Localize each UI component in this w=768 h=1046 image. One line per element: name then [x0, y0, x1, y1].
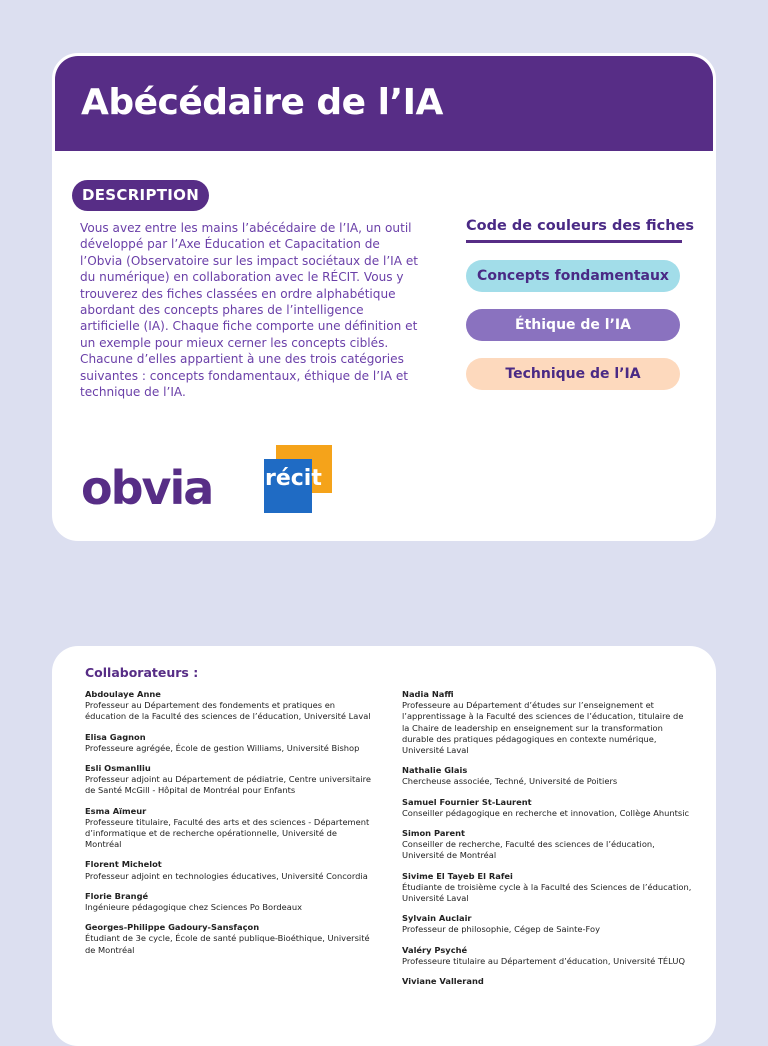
recit-logo [264, 445, 332, 513]
collaborator-role: Étudiante de troisième cycle à la Faculté des Sciences de l’éducation, Université Laval [402, 881, 692, 904]
collaborator-item [402, 976, 692, 987]
collaborator-role: Conseiller pédagogique en recherche et innovation, Collège Ahuntsic [402, 807, 690, 818]
collaborator-name: Esma Aïmeur [85, 805, 147, 816]
collaborators-title: Collaborateurs : [85, 665, 199, 680]
collaborator-item [402, 828, 692, 862]
header [55, 56, 713, 151]
collaborators-left-column [85, 689, 375, 965]
collaborator-item [402, 797, 692, 819]
collaborator-item [402, 689, 692, 756]
page-title: Abécédaire de l’IA [81, 82, 443, 123]
collaborator-role: Professeure titulaire, Faculté des arts et des sciences - Département d’informatique et de recherche opérationnelle, Université de Montréal [85, 816, 370, 850]
collaborator-item [85, 859, 375, 881]
collaborator-name: Samuel Fournier St-Laurent [402, 796, 532, 807]
collaborator-name: Abdoulaye Anne [85, 689, 161, 699]
collaborator-name: Viviane Vallerand [402, 976, 484, 987]
description-badge: DESCRIPTION [72, 180, 209, 211]
collaborator-item [85, 891, 375, 913]
legend-technique: Technique de l’IA [466, 358, 680, 390]
obvia-logo: obvia [81, 461, 213, 515]
collaborator-name: Sivime El Tayeb El Rafei [402, 870, 513, 881]
collaborator-role: Étudiant de 3e cycle, École de santé publique-Bioéthique, Université de Montréal [85, 933, 370, 955]
collaborator-item [85, 922, 375, 956]
collaborator-name: Georges-Philippe Gadoury-Sansfaçon [85, 922, 260, 933]
collaborator-item [85, 763, 375, 797]
collaborator-name: Nathalie Glais [402, 765, 468, 776]
collaborator-name: Nadia Naffi [402, 689, 454, 699]
collaborator-role: Professeure agrégée, École de gestion Williams, Université Bishop [85, 742, 360, 753]
collaborator-name: Elisa Gagnon [85, 731, 146, 742]
collaborator-name: Esli Osmanlliu [85, 763, 151, 774]
collaborator-item [85, 732, 375, 754]
collaborator-item [402, 913, 692, 935]
description-text: Vous avez entre les mains l’abécédaire de l’IA, un outil développé par l’Axe Éducation et Capacitation de l’Obvia (Observatoire sur les impact sociétaux de l’IA et du numérique) en collaboration avec le RÉCIT. Vous y trouverez des fiches classées en ordre alphabétique abordant des concepts phares de l’intelligence artificielle (IA). Chaque fiche comporte une définition et un exemple pour mieux cerner les concepts ciblés. Chacune d’elles appartient à une des trois catégories suivantes : concepts fondamentaux, éthique de l’IA et technique de l’IA. [80, 221, 419, 400]
collaborator-item [85, 806, 375, 851]
legend-concepts-fondamentaux: Concepts fondamentaux [466, 260, 680, 292]
collaborator-role: Professeur adjoint en technologies éducatives, Université Concordia [85, 870, 368, 881]
collaborator-name: Simon Parent [402, 828, 466, 839]
collaborator-name: Florent Michelot [85, 859, 162, 870]
collaborator-role: Ingénieure pédagogique chez Sciences Po Bordeaux [85, 902, 302, 913]
collaborator-name: Florie Brangé [85, 890, 149, 901]
collaborators-card [52, 646, 716, 1046]
recit-logo-text: récit [265, 466, 322, 491]
collaborator-item [402, 765, 692, 787]
legend-ethique: Éthique de l’IA [466, 309, 680, 341]
collaborator-role: Professeure titulaire au Département d’éducation, Université TÉLUQ [402, 955, 685, 966]
collaborators-right-column [402, 689, 692, 996]
collaborator-role: Professeur adjoint au Département de pédiatrie, Centre universitaire de Santé McGill - Hôpital de Montréal pour Enfants [85, 774, 371, 796]
legend-title: Code de couleurs des fiches [466, 218, 682, 243]
collaborator-name: Valéry Psyché [402, 944, 468, 955]
collaborator-item [402, 871, 692, 905]
collaborator-item [402, 945, 692, 967]
collaborator-name: Sylvain Auclair [402, 913, 472, 924]
collaborator-role: Conseiller de recherche, Faculté des sciences de l’éducation, Université de Montréal [402, 839, 655, 861]
collaborator-role: Professeur de philosophie, Cégep de Sainte-Foy [402, 924, 600, 935]
collaborator-role: Professeur au Département des fondements et pratiques en éducation de la Faculté des sciences de l’éducation, Université Laval [85, 700, 371, 722]
collaborator-role: Chercheuse associée, Techné, Université de Poitiers [402, 776, 618, 787]
intro-card [52, 53, 716, 541]
collaborator-role: Professeure au Département d’études sur l’enseignement et l’apprentissage à la Faculté des sciences de l’éducation, titulaire de la Chaire de leadership en enseignement sur la transformation durable des pratiques pédagogiques en contexte numérique, Université Laval [402, 700, 684, 756]
collaborator-item [85, 689, 375, 723]
